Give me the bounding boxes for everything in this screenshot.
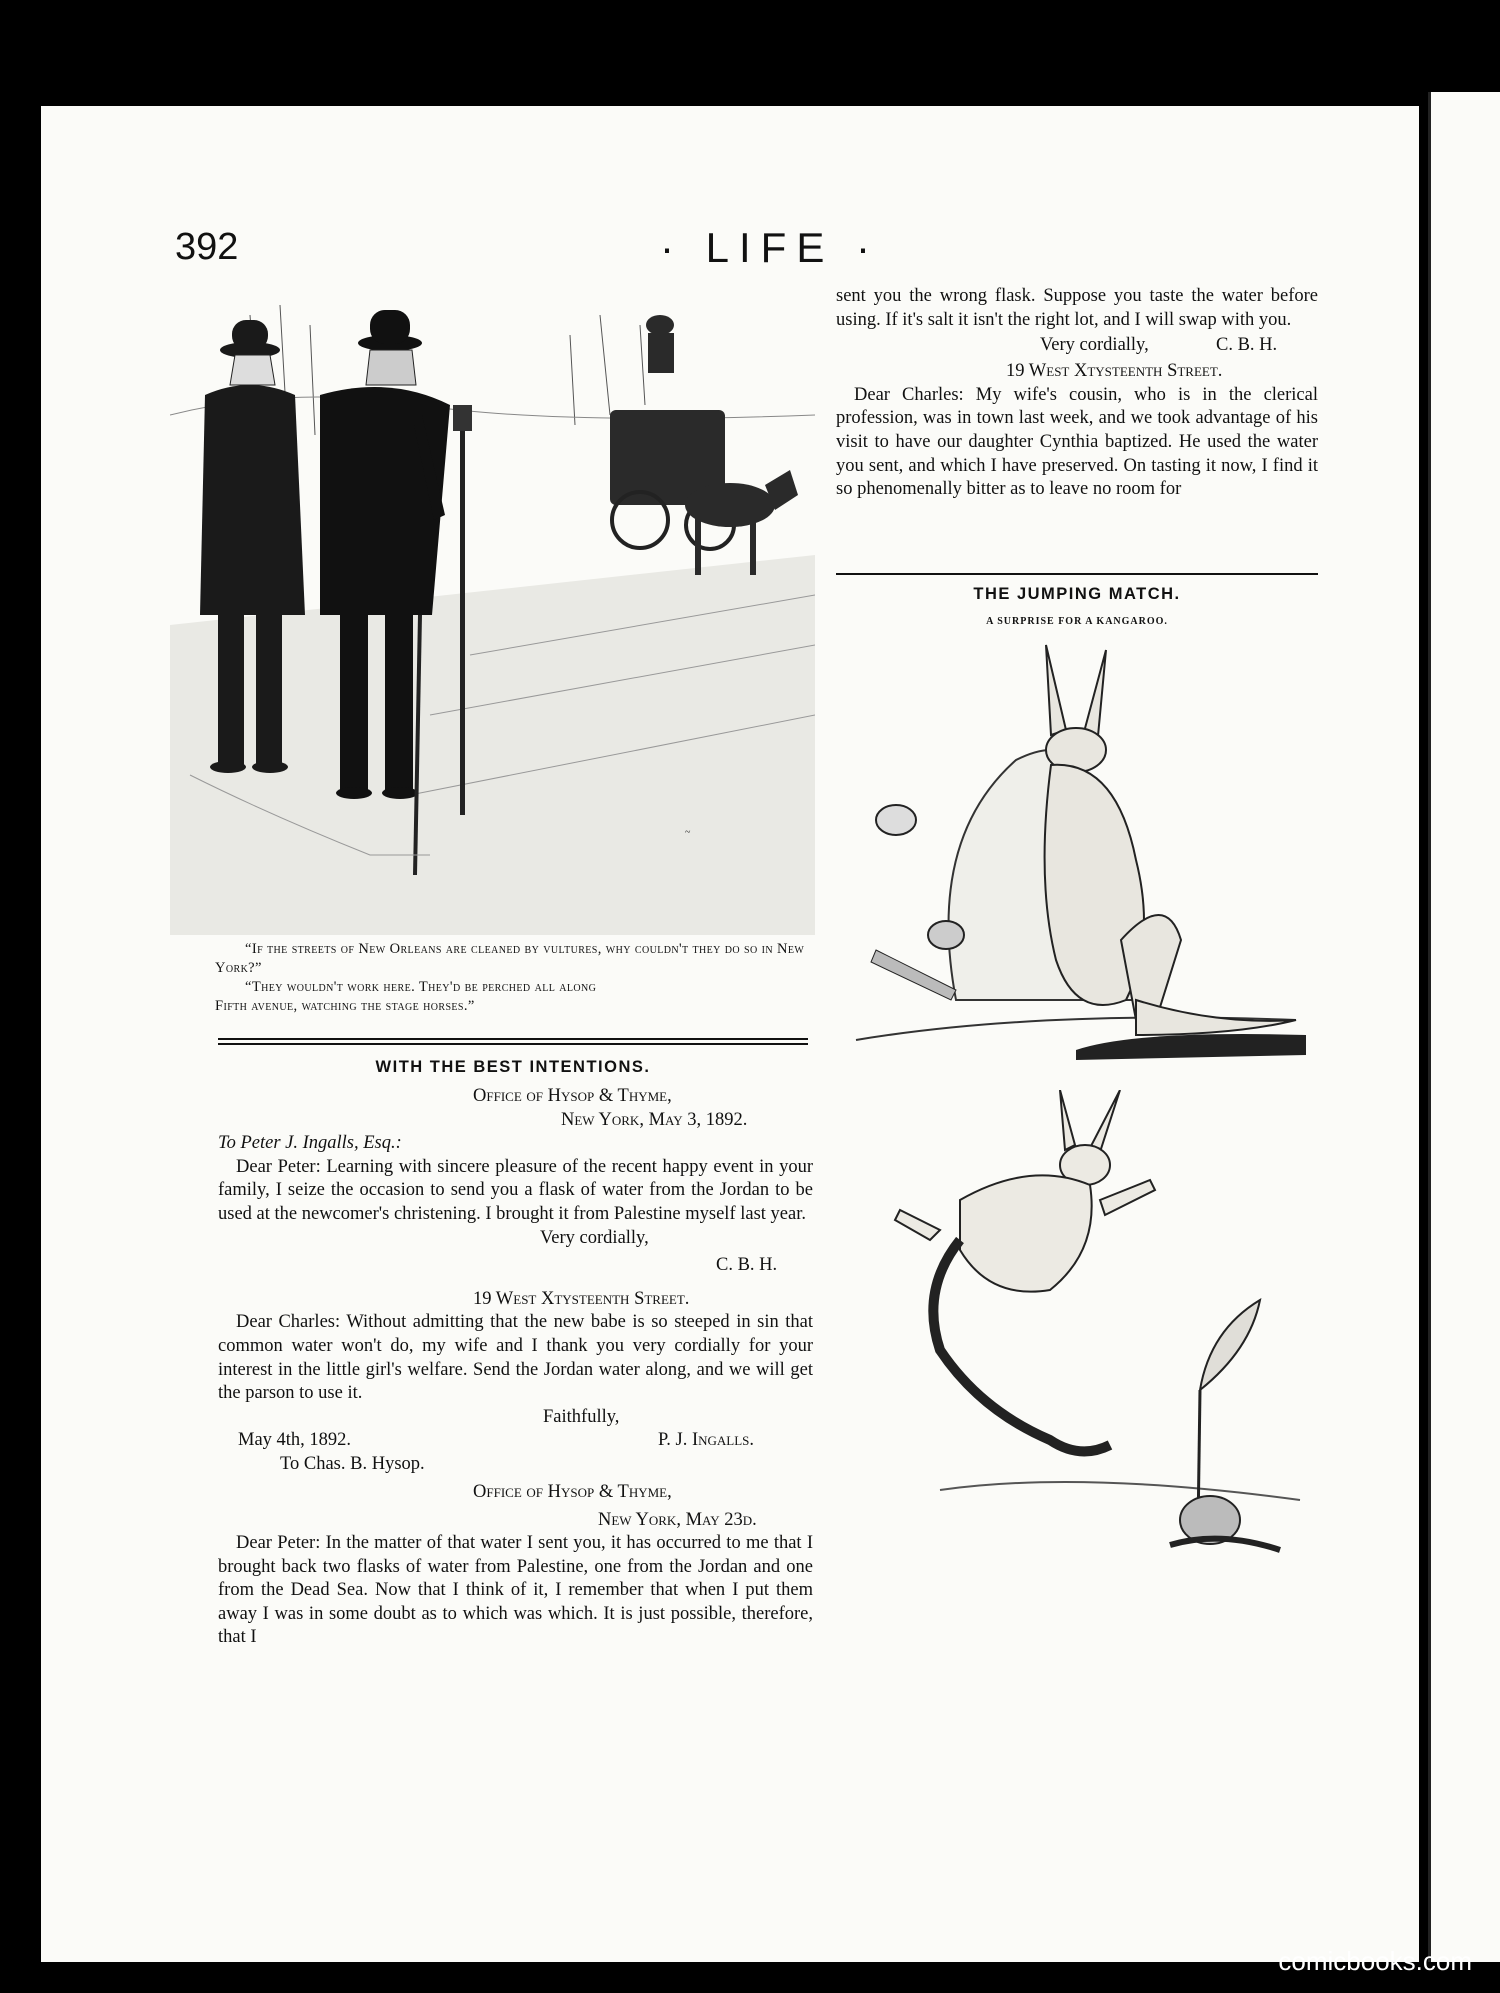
letter2-to: To Chas. B. Hysop. [280,1454,425,1475]
letter1-body: Dear Peter: Learning with sincere pleasure of the recent happy event in your family, I seize the occasion to send you a flask of water from the Jordan to be used at the newcomer's christening. I brought it from Palestine myself last year. [218,1156,813,1224]
letter2-body: Dear Charles: Without admitting that the new babe is so steeped in sin that common water won't do, my wife and I thank you very cordially for your interest in the little girl's welfare. Send the Jordan water along, and we will get the parson to use it. [218,1312,813,1404]
section-divider [218,1038,808,1045]
kangaroo-crouching-illustration [836,640,1318,1070]
letter3-place: New York, May 23d. [598,1509,757,1530]
jumping-match-subtitle: A SURPRISE FOR A KANGAROO. [986,616,1168,627]
letter3-from: Office of Hysop & Thyme, [473,1481,672,1502]
letter2-address: 19 West Xtysteenth Street. [473,1288,690,1309]
letter1-close: Very cordially, [540,1227,649,1248]
letter3-signature: C. B. H. [1216,335,1278,356]
page-number: 392 [175,226,239,268]
right-column-text [836,285,1318,502]
letter2-date: May 4th, 1892. [238,1430,352,1451]
jumping-match-title: THE JUMPING MATCH. [973,585,1181,603]
letter2-signature: P. J. Ingalls. [658,1430,754,1451]
letter3-close: Very cordially, [1040,335,1149,356]
letter2-close: Faithfully, [543,1406,620,1427]
article-title: WITH THE BEST INTENTIONS. [375,1058,651,1076]
watermark: comicbooks.com [1278,1946,1472,1976]
letter4-address: 19 West Xtysteenth Street. [1006,361,1223,382]
letter3-body: Dear Peter: In the matter of that water I sent you, it has occurred to me that I brought back two flasks of water from Palestine, one from the Jordan and one from the Dead Sea. Now that I think of it, I remember that when I put them away I was in some doubt as to which was which. It is just possible, therefore, that I [218,1533,813,1648]
svg-text:~: ~ [685,827,691,838]
letter1-place: New York, May 3, 1892. [561,1109,748,1130]
cartoon-caption [215,940,813,1016]
caption-answer: “They wouldn't work here. They'd be perched all along [245,979,597,995]
facing-page-edge [1428,92,1500,1962]
left-column [218,1085,813,1650]
street-scene-illustration [170,295,815,935]
letter1-to: To Peter J. Ingalls, Esq.: [218,1133,402,1154]
caption-question: “If the streets of New Orleans are cleaned by vultures, why couldn't they do so in New York?” [215,941,805,976]
caption-answer-cont: Fifth avenue, watching the stage horses.” [215,998,475,1014]
letter1-from: Office of Hysop & Thyme, [473,1086,672,1106]
kangaroo-jumping-illustration [880,1090,1320,1580]
masthead: · LIFE · [660,224,881,271]
letter4-body: Dear Charles: My wife's cousin, who is in the clerical profession, was in town last week, and we took advantage of his visit to have our daughter Cynthia baptized. He used the water you sent, and which I have preserved. On tasting it now, I find it so phenomenally bitter as to leave no room for [836,384,1318,500]
letter1-signature: C. B. H. [716,1255,778,1276]
right-divider [836,573,1318,575]
letter3-continued: sent you the wrong flask. Suppose you taste the water before using. If it's salt it isn't the right lot, and I will swap with you. [836,286,1318,330]
